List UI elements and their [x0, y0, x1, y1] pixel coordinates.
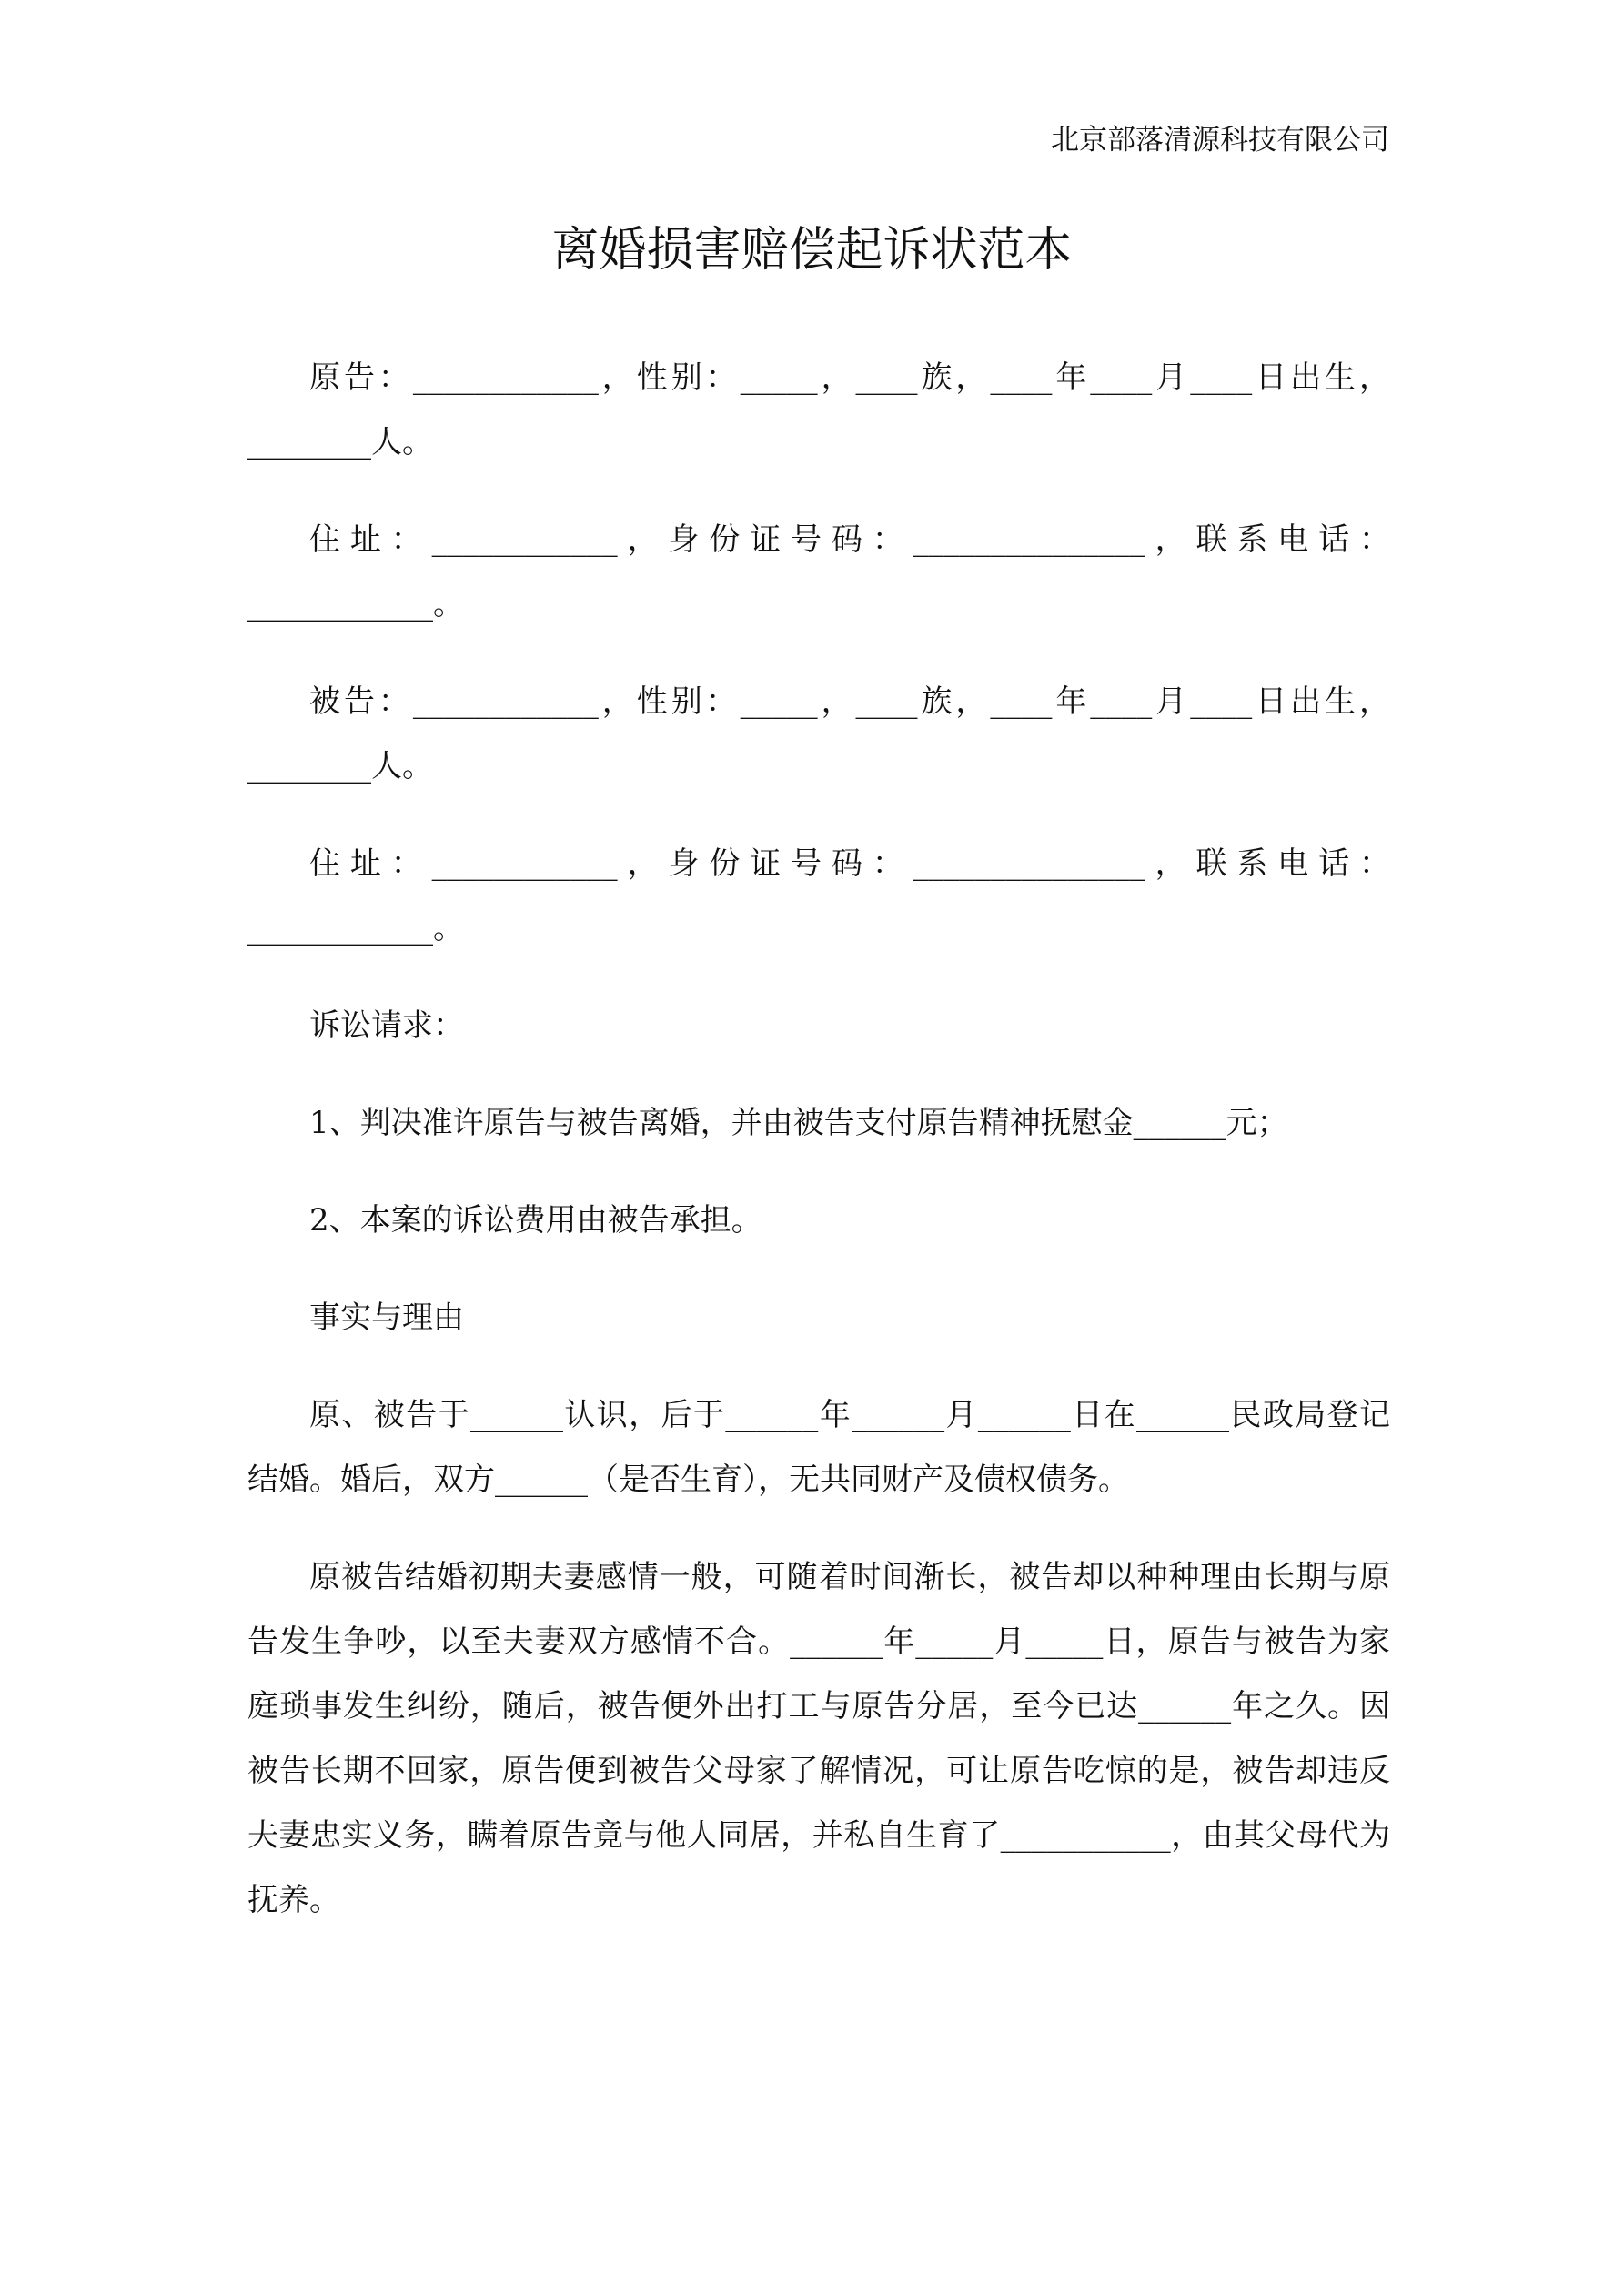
facts-paragraph-2: 原被告结婚初期夫妻感情一般，可随着时间渐长，被告却以种种理由长期与原告发生争吵，以至夫妻双方感情不合。______年_____月_____日，原告与被告为家庭琐事发生纠纷，随后，被告便外出打工与原告分居，至今已达______年之久。因被告长期不回家，原告便到被告父母家了解情况，可让原告吃惊的是，被告却违反夫妻忠实义务，瞒着原告竟与他人同居，并私自生育了___________，由其父母代为抚养。 [247, 1559, 1390, 1918]
claims-heading: 诉讼请求： [309, 1007, 464, 1044]
plaintiff-info: 原告：____________，性别：_____，____族，____年____月____日出生，________人。 [247, 359, 1390, 460]
document-body [247, 346, 1390, 1966]
defendant-info: 被告：____________，性别：_____，____族，____年____月____日出生，________人。 [247, 683, 1390, 784]
plaintiff-address: 住址：____________，身份证号码：_______________，联系电话：____________。 [247, 521, 1390, 622]
facts-paragraph-1: 原、被告于______认识，后于______年______月______日在______民政局登记结婚。婚后，双方______（是否生育），无共同财产及债权债务。 [247, 1397, 1390, 1498]
company-name: 北京部落清源科技有限公司 [1051, 124, 1389, 157]
facts-heading: 事实与理由 [309, 1300, 464, 1336]
claim-1: 1、判决准许原告与被告离婚，并由被告支付原告精神抚慰金______元； [309, 1105, 1288, 1141]
claim-2: 2、本案的诉讼费用由被告承担。 [309, 1202, 762, 1239]
document-title: 离婚损害赔偿起诉状范本 [551, 223, 1073, 278]
defendant-address: 住址：____________，身份证号码：_______________，联系电话：____________。 [247, 845, 1390, 946]
